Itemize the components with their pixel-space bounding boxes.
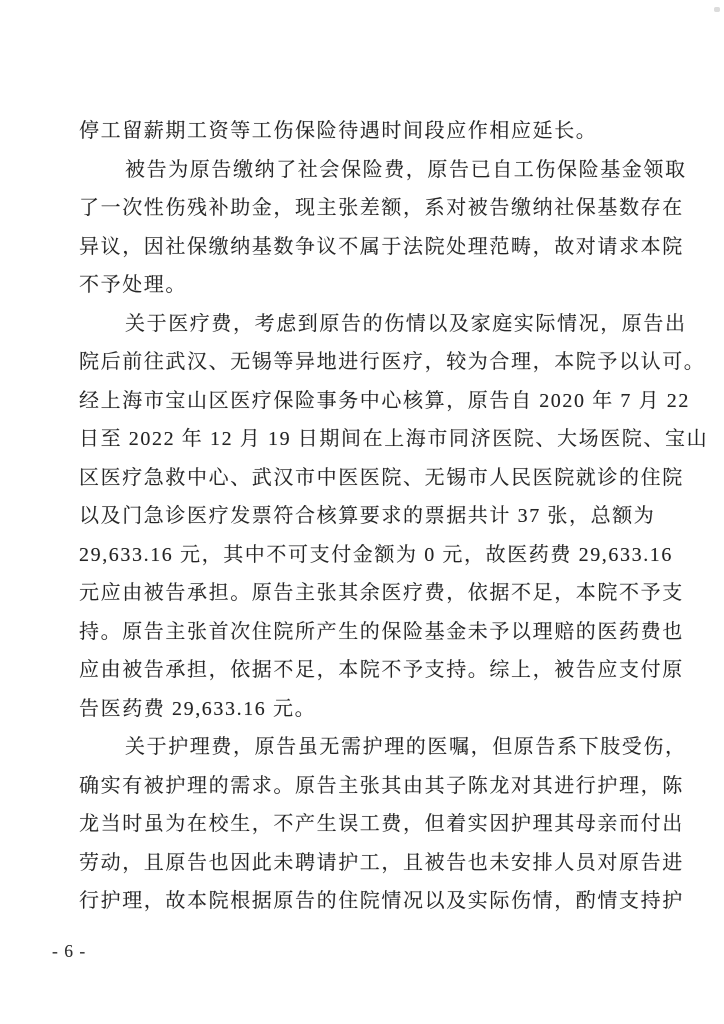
text-line: 关于护理费，原告虽无需护理的医嘱，但原告系下肢受伤，	[125, 736, 687, 758]
text-line: 龙当时虽为在校生，不产生误工费，但着实因护理其母亲而付出	[79, 813, 684, 835]
paragraph-2	[79, 151, 724, 305]
text-line: 经上海市宝山区医疗保险事务中心核算，原告自 2020 年 7 月 22	[79, 389, 690, 412]
text-line: 日至 2022 年 12 月 19 日期间在上海市同济医院、大场医院、宝山	[79, 428, 709, 450]
text-line: 以及门急诊医疗发票符合核算要求的票据共计 37 张，总额为	[79, 505, 656, 527]
paragraph-1	[79, 112, 724, 151]
text-line: 劳动，且原告也因此未聘请护工，且被告也未安排人员对原告进	[79, 851, 684, 874]
page-number: - 6 -	[52, 941, 87, 961]
text-line: 院后前往武汉、无锡等异地进行医疗，较为合理，本院予以认可。	[79, 351, 706, 373]
text-line: 告医药费 29,633.16 元。	[79, 697, 317, 720]
text-line: 停工留薪期工资等工伤保险待遇时间段应作相应延长。	[79, 120, 598, 142]
paragraph-4	[79, 728, 724, 921]
text-line: 应由被告承担，依据不足，本院不予支持。综上，被告应支付原	[79, 659, 684, 681]
text-line: 确实有被护理的需求。原告主张其由其子陈龙对其进行护理，陈	[79, 774, 684, 797]
text-line: 不予处理。	[79, 274, 187, 296]
text-line: 被告为原告缴纳了社会保险费，原告已自工伤保险基金领取	[125, 158, 687, 181]
text-line: 关于医疗费，考虑到原告的伤情以及家庭实际情况，原告出	[125, 312, 687, 335]
text-line: 异议，因社保缴纳基数争议不属于法院处理范畴，故对请求本院	[79, 235, 684, 258]
text-line: 区医疗急救中心、武汉市中医医院、无锡市人民医院就诊的住院	[79, 466, 684, 489]
text-line: 29,633.16 元，其中不可支付金额为 0 元，故医药费 29,633.16	[79, 543, 673, 566]
scan-speck	[714, 7, 720, 12]
text-line: 持。原告主张首次住院所产生的保险基金未予以理赔的医药费也	[79, 620, 684, 643]
text-line: 元应由被告承担。原告主张其余医疗费，依据不足，本院不予支	[79, 582, 684, 604]
body-text-block	[79, 112, 724, 921]
text-line: 行护理，故本院根据原告的住院情况以及实际伤情，酌情支持护	[79, 890, 684, 912]
text-line: 了一次性伤残补助金，现主张差额，系对被告缴纳社保基数存在	[79, 197, 684, 219]
paragraph-3	[79, 305, 724, 729]
